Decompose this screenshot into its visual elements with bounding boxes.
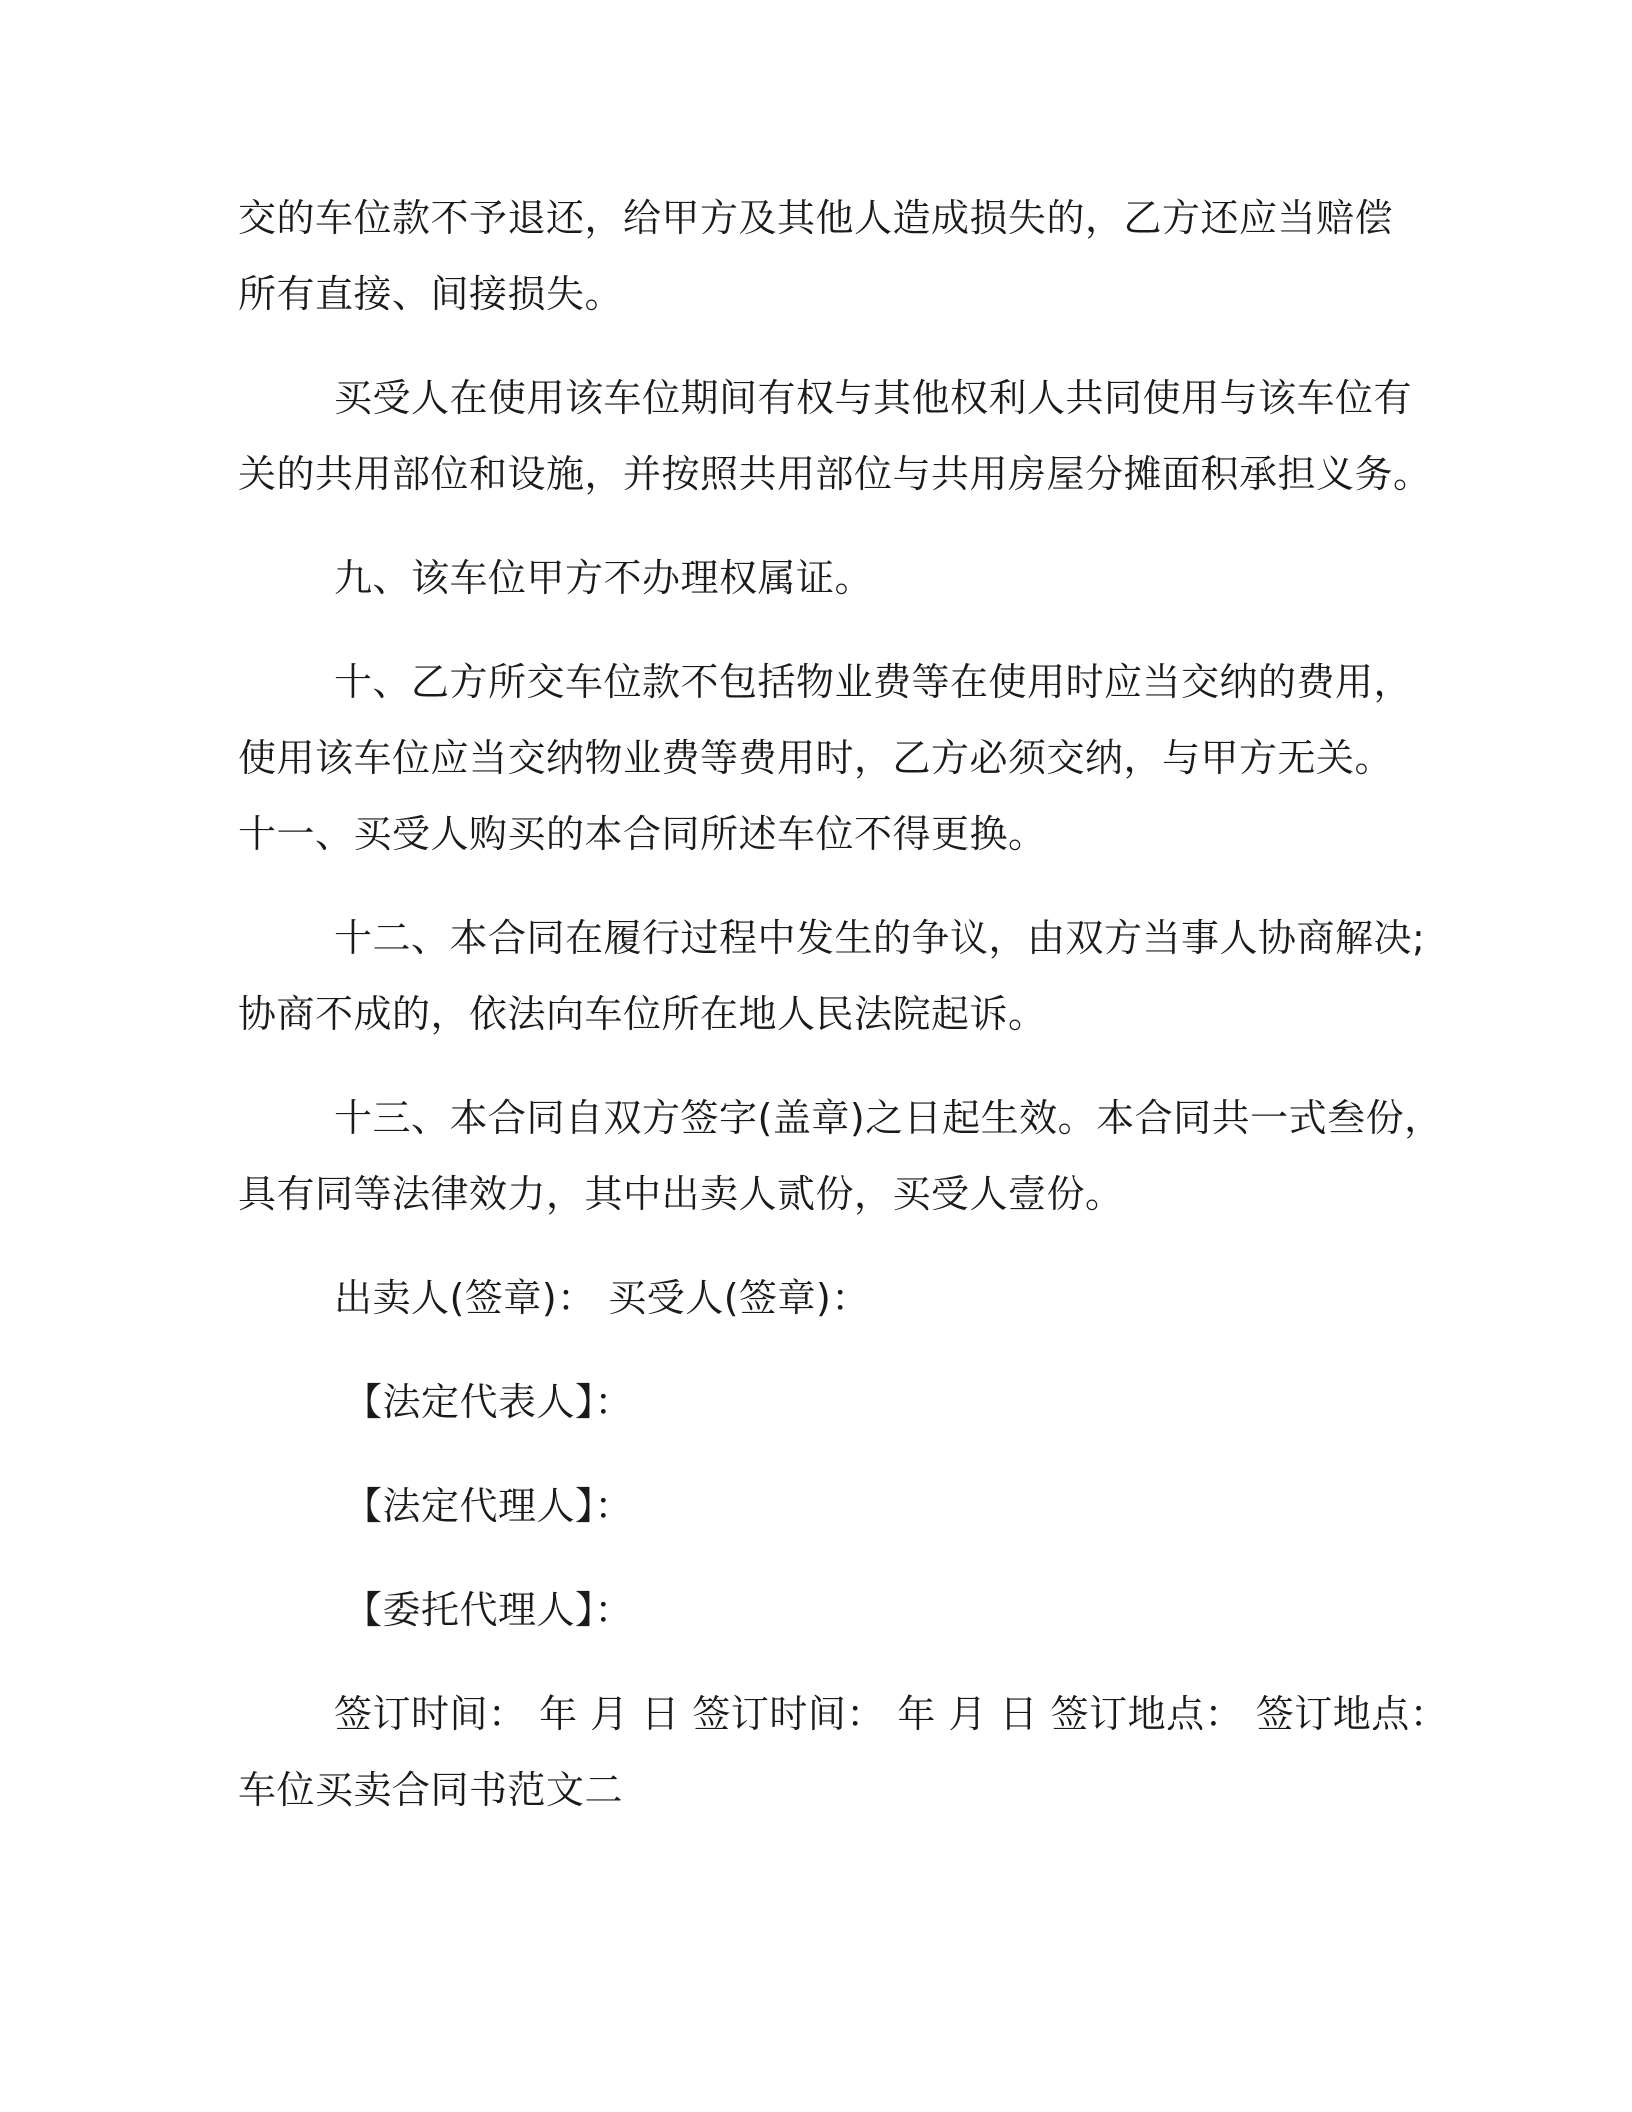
- legal-agent-field: 【法定代理人】：: [344, 1484, 634, 1528]
- clause-thirteen: 十三、本合同自双方签字(盖章)之日起生效。本合同共一式叁份，: [334, 1096, 1443, 1140]
- clause-eleven: 十一、买受人购买的本合同所述车位不得更换。: [238, 812, 1047, 856]
- entrusted-agent-field: 【委托代理人】：: [344, 1588, 634, 1632]
- paragraph-line: 关的共用部位和设施，并按照共用部位与共用房屋分摊面积承担义务。: [238, 452, 1432, 496]
- paragraph-line: 具有同等法律效力，其中出卖人贰份，买受人壹份。: [238, 1172, 1124, 1216]
- clause-ten: 十、乙方所交车位款不包括物业费等在使用时应当交纳的费用，: [334, 660, 1413, 704]
- clause-nine: 九、该车位甲方不办理权属证。: [334, 556, 874, 600]
- legal-representative-field: 【法定代表人】：: [344, 1380, 634, 1424]
- signing-date-place: 签订时间： 年 月 日 签订时间： 年 月 日 签订地点： 签订地点：: [334, 1692, 1449, 1736]
- paragraph-line: 使用该车位应当交纳物业费等费用时，乙方必须交纳，与甲方无关。: [238, 736, 1394, 780]
- paragraph-line: 所有直接、间接损失。: [238, 272, 624, 316]
- signature-parties: 出卖人(签章)： 买受人(签章)：: [334, 1276, 870, 1320]
- paragraph-line: 交的车位款不予退还，给甲方及其他人造成损失的，乙方还应当赔偿: [238, 196, 1394, 240]
- paragraph-line: 协商不成的，依法向车位所在地人民法院起诉。: [238, 992, 1047, 1036]
- clause-twelve: 十二、本合同在履行过程中发生的争议，由双方当事人协商解决;: [334, 916, 1426, 960]
- paragraph-line: 买受人在使用该车位期间有权与其他权利人共同使用与该车位有: [334, 376, 1413, 420]
- section-title: 车位买卖合同书范文二: [238, 1768, 624, 1812]
